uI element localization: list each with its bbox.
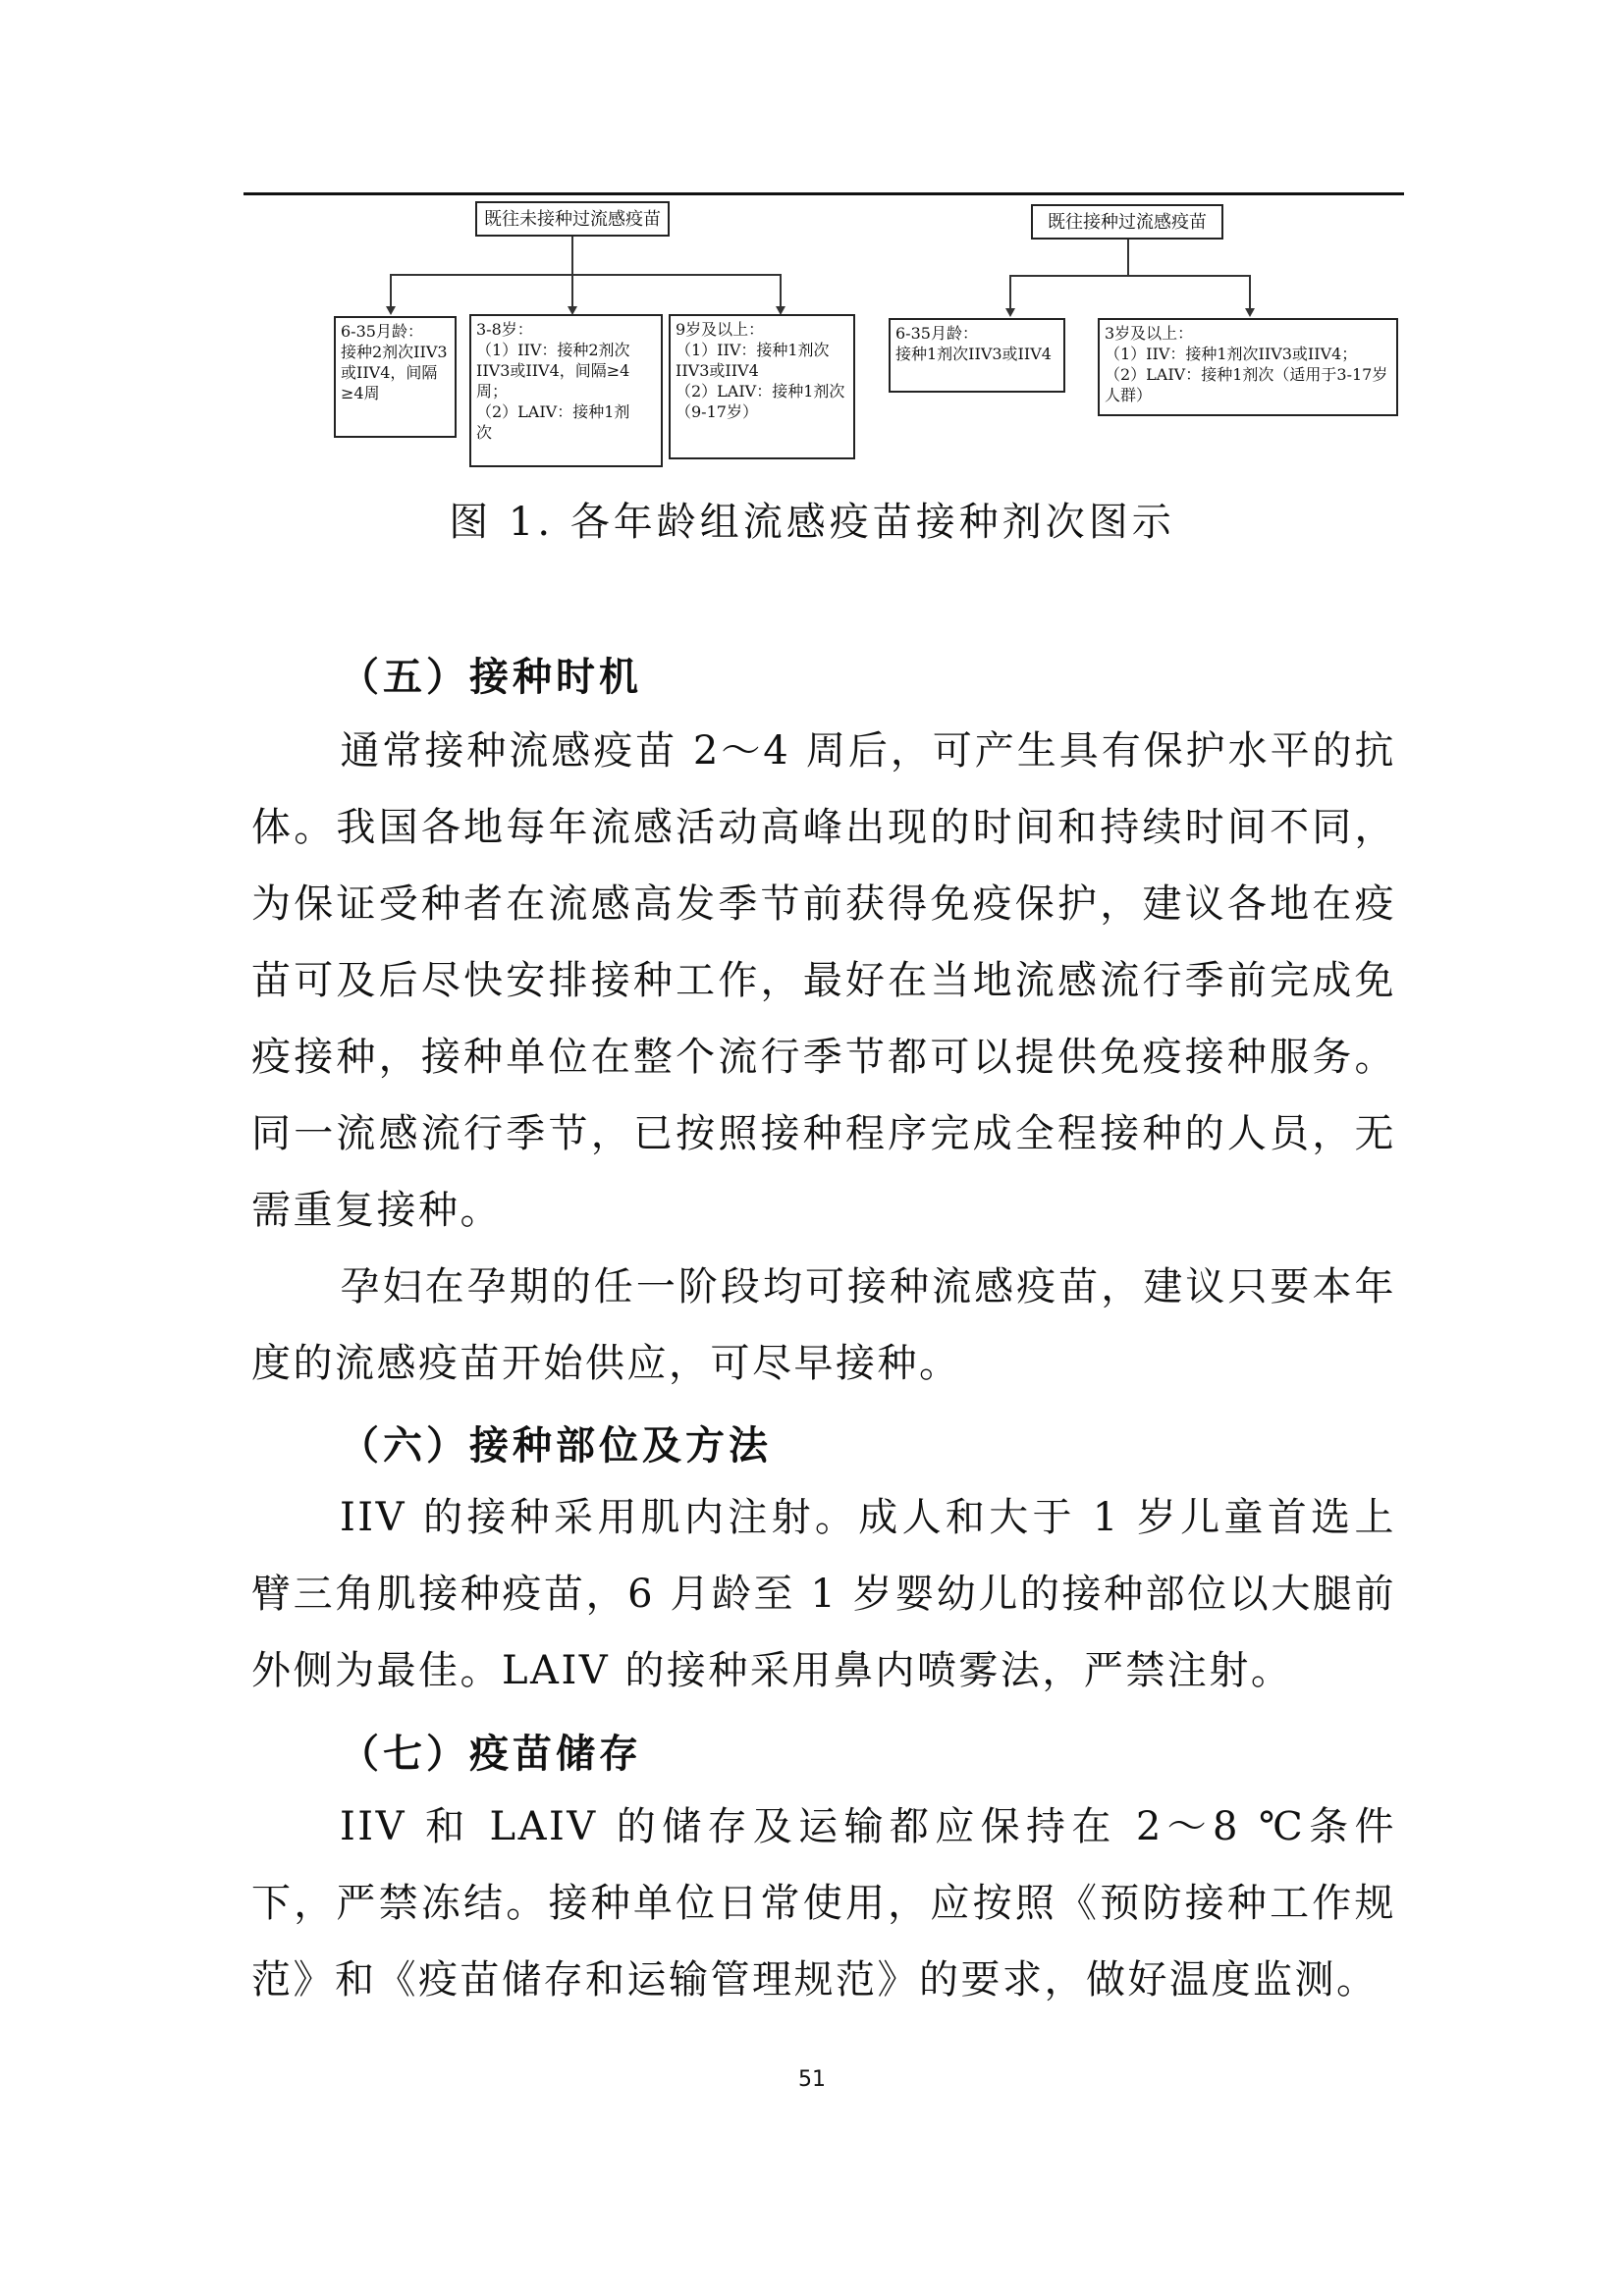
connector	[1009, 275, 1251, 277]
connector	[390, 274, 392, 310]
connector	[571, 237, 573, 275]
paragraph-site-method	[251, 1479, 1396, 1709]
arrow-down-icon	[386, 306, 396, 315]
connector	[390, 274, 781, 276]
top-rule	[244, 192, 1404, 195]
section-heading-storage: （七）疫苗储存	[340, 1731, 642, 1777]
paragraph-text: 孕妇在孕期的任一阶段均可接种流感疫苗，建议只要本年度的流感疫苗开始供应，可尽早接种。	[251, 1264, 1396, 1386]
section-heading-timing: （五）接种时机	[340, 654, 642, 700]
paragraph-pregnancy	[251, 1249, 1396, 1402]
flow-node-6-35-months-repeat: 6-35月龄： 接种1剂次IIV3或IIV4	[889, 318, 1065, 393]
connector	[571, 274, 573, 310]
vaccination-dose-flowchart	[244, 192, 1404, 471]
section-heading-site-method: （六）接种部位及方法	[340, 1422, 772, 1468]
flow-node-3-years-up: 3岁及以上： （1）IIV：接种1剂次IIV3或IIV4； （2）LAIV：接种1剂次（适用于3-17岁人群）	[1098, 318, 1398, 416]
paragraph-storage	[251, 1789, 1396, 2018]
connector	[1009, 275, 1011, 312]
paragraph-text: 通常接种流感疫苗 2～4 周后，可产生具有保护水平的抗体。我国各地每年流感活动高峰出现的时间和持续时间不同，为保证受种者在流感高发季节前获得免疫保护，建议各地在疫苗可及后尽快安排接种工作，最好在当地流感流行季前完成免疫接种，接种单位在整个流行季节都可以提供免疫接种服务。同一流感流行季节，已按照接种程序完成全程接种的人员，无需重复接种。	[251, 728, 1396, 1233]
paragraph-text: IIV 和 LAIV 的储存及运输都应保持在 2～8 ℃条件下，严禁冻结。接种单位日常使用，应按照《预防接种工作规范》和《疫苗储存和运输管理规范》的要求，做好温度监测。	[251, 1804, 1396, 2002]
flow-node-6-35-months-first: 6-35月龄： 接种2剂次IIV3 或IIV4，间隔 ≥4周	[334, 316, 457, 438]
paragraph-timing	[251, 713, 1396, 1249]
connector	[1249, 275, 1251, 312]
flow-node-9-years-up: 9岁及以上： （1）IIV：接种1剂次 IIV3或IIV4 （2）LAIV：接种1剂次 （9-17岁）	[669, 314, 855, 459]
arrow-down-icon	[1245, 308, 1255, 317]
arrow-down-icon	[1005, 308, 1015, 317]
connector	[1127, 240, 1129, 276]
figure-caption: 图 1. 各年龄组流感疫苗接种剂次图示	[449, 500, 1175, 545]
flow-root-not-vaccinated: 既往未接种过流感疫苗	[475, 201, 670, 237]
connector	[780, 274, 782, 310]
flow-node-3-8-years: 3-8岁： （1）IIV：接种2剂次 IIV3或IIV4，间隔≥4周； （2）LAIV：接种1剂 次	[469, 314, 663, 467]
page-number: 51	[798, 2067, 826, 2092]
flow-root-vaccinated: 既往接种过流感疫苗	[1031, 204, 1223, 240]
paragraph-text: IIV 的接种采用肌内注射。成人和大于 1 岁儿童首选上臂三角肌接种疫苗，6 月龄至 1 岁婴幼儿的接种部位以大腿前外侧为最佳。LAIV 的接种采用鼻内喷雾法，严禁注射。	[251, 1495, 1396, 1693]
